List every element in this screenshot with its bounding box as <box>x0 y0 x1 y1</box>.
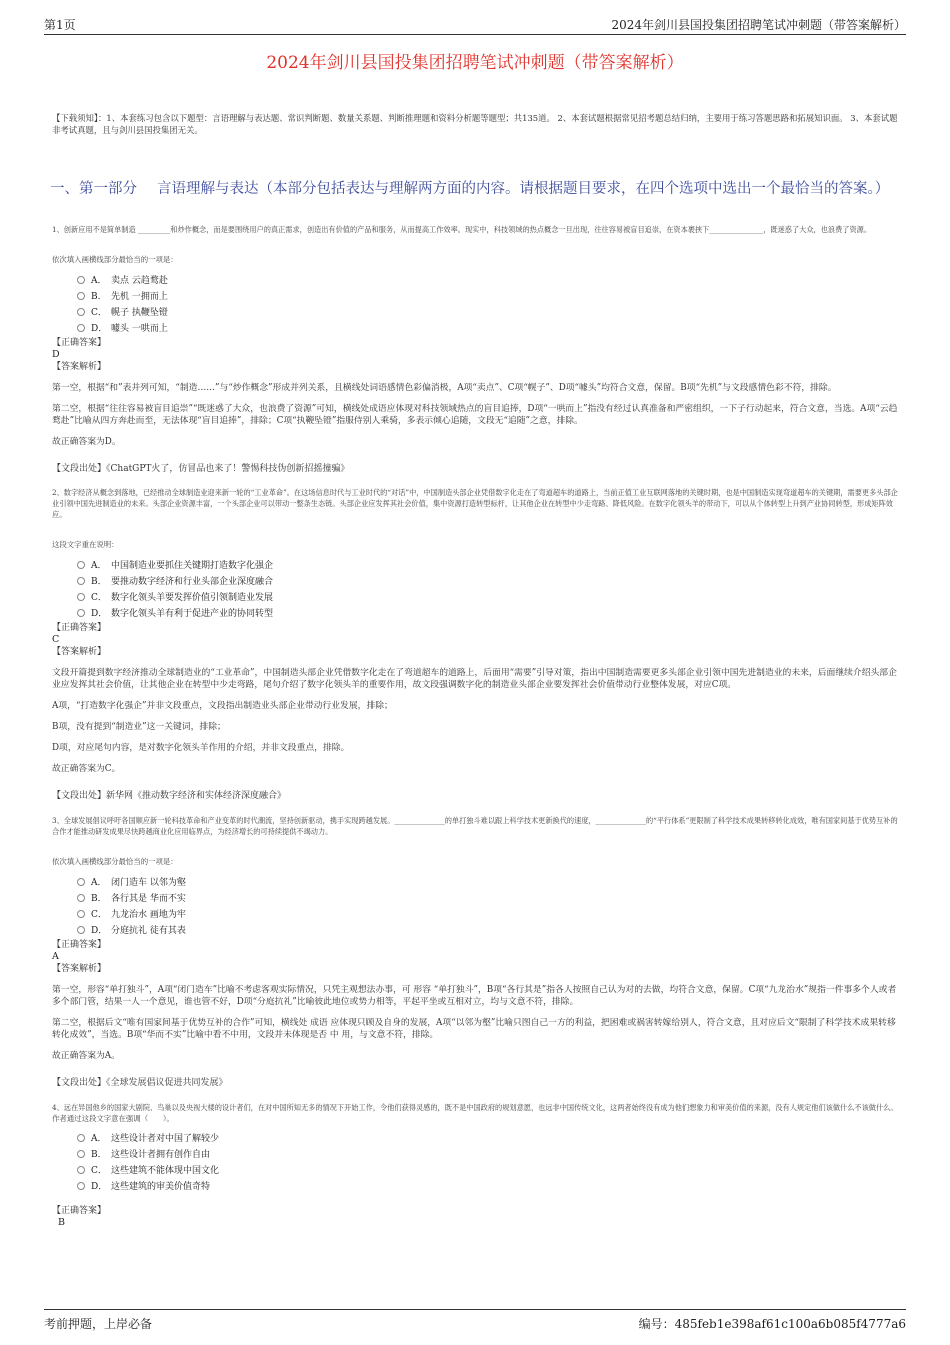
option-d[interactable]: D． 这些建筑的审美价值奇特 <box>77 1179 900 1195</box>
options-list <box>77 1131 900 1195</box>
question-text: 2、数字经济从概念到落地，已经推动全球制造业迎来新一轮的“工业革命”。在这场信息时代与工业时代的“对话”中，中国制造头部企业凭借数字化走在了弯道超车的道路上，当前正值工业互联网落地的关键时期，也是中国制造实现弯道超车的关键期，需要更多头部企业引领中国先进制造业的未来。头部企业资源丰富，一个头部企业可以带动一整条生态链。头部企业应发挥其社会价值，集中资源打造转型标杆，让其他企业在转型中少走弯路、降低风险。在数字化领头羊的带动下，可以从个体转型上升到产业协同转型，形成矩阵效应。 <box>52 488 898 519</box>
question-text: 3、全球发展倡议呼吁各国顺应新一轮科技革命和产业变革的时代潮流，坚持创新驱动，携手实现跨越发展。______________的单打独斗难以跟上科学技术更新换代的速度，______________的“平行体系”更限制了科学技术成果转移转化成效，唯有国家间基于优势互补的合作才能推动研发成果尽快跨越商业化应用临界点，为经济增长的可持续提供不竭动力。 <box>52 816 898 836</box>
question-text: 4、远在异国他乡的国家大剧院、鸟巢以及央视大楼的设计者们，在对中国所知无多的情况下开始工作，令他们获得灵感的，既不是中国政府的规划意愿，也远非中国传统文化，这两者始终没有成为他们想象力和审美价值的来源，没有人规定他们该做什么不该做什么。 <box>52 1103 898 1112</box>
radio-button-icon[interactable] <box>77 1150 85 1158</box>
analysis-paragraph: 第一空，根据“和”表并列可知，“制造……”与“炒作概念”形成并列关系，且横线处词语感情色彩偏消极，A项“卖点”、C项“幌子”、D项“噱头”均符合文意，保留。B项“先机”与文段感情色彩不符，排除。 <box>52 383 837 393</box>
option-a[interactable]: A． 卖点 云趋鹜赴 <box>77 273 900 289</box>
page-header <box>44 14 906 35</box>
source-line: 【文段出处】新华网《推动数字经济和实体经济深度融合》 <box>52 791 287 801</box>
question-prompt: 依次填入画横线部分最恰当的一项是： <box>52 857 178 866</box>
analysis-paragraph: 故正确答案为C。 <box>52 764 121 774</box>
analysis-paragraph: B项，没有提到“制造业”这一关键词，排除； <box>52 722 226 732</box>
options-list <box>77 558 900 622</box>
section-heading <box>50 180 900 198</box>
analysis-paragraph: 故正确答案为A。 <box>52 1051 120 1061</box>
options-list <box>77 875 900 939</box>
header-doc-title: 2024年剑川县国投集团招聘笔试冲刺题（带答案解析） <box>611 18 906 32</box>
radio-button-icon[interactable] <box>77 308 85 316</box>
correct-answer-value: B <box>58 1217 65 1228</box>
radio-button-icon[interactable] <box>77 894 85 902</box>
question-3 <box>52 815 900 1088</box>
option-d[interactable]: D． 数字化领头羊有利于促进产业的协同转型 <box>77 606 900 622</box>
analysis-paragraph: 第二空，根据“往往容易被盲目追崇”“既迷惑了大众，也浪费了资源”可知，横线处成语应体现对科技领域热点的盲目追捧，D项“一哄而上”指没有经过认真准备和严密组织，一下子行动起来，符合文意，当选。A项“云趋鹜赴”比喻从四方奔赴而至，无法体现“盲目追捧”，排除；C项“执鞭坠镫”指服侍别人乘骑，多表示倾心追随，文段无“追随”之意，排除。 <box>52 404 898 426</box>
analysis-paragraph: 第一空，形容“单打独斗”，A项“闭门造车”比喻不考虑客观实际情况，只凭主观想法办事，可 形容 “单打独斗”，B项“各行其是”指各人按照自己认为对的去做，均符合文意，保留。C项“九龙治水”规指一件事多个人或者多个部门管，结果一人一个意见，谁也管不好，D项“分庭抗礼”比喻彼此地位或势力相等，平起平坐或互相对立，均与文意不符，排除。 <box>52 985 897 1007</box>
option-b[interactable]: B． 先机 一拥而上 <box>77 289 900 305</box>
question-prompt: 作者通过这段文字意在强调（ ）。 <box>52 1114 174 1123</box>
source-line: 【文段出处】《ChatGPT火了，仿冒品也来了！警惕科技伪创新招摇撞骗》 <box>52 464 350 474</box>
option-b[interactable]: B． 要推动数字经济和行业头部企业深度融合 <box>77 574 900 590</box>
option-c[interactable]: C． 幌子 执鞭坠镫 <box>77 305 900 321</box>
footer-motto: 考前押题，上岸必备 <box>44 1317 153 1331</box>
radio-button-icon[interactable] <box>77 1166 85 1174</box>
option-c[interactable]: C． 九龙治水 画地为牢 <box>77 907 900 923</box>
analysis-paragraph: 故正确答案为D。 <box>52 437 121 447</box>
radio-button-icon[interactable] <box>77 609 85 617</box>
section-text: 言语理解与表达（本部分包括表达与理解两方面的内容。请根据题目要求，在四个选项中选出一个最恰当的答案。） <box>157 181 890 197</box>
options-list <box>77 273 900 337</box>
analysis-paragraph: A项，“打造数字化强企”并非文段重点，文段指出制造业头部企业带动行业发展，排除； <box>52 701 393 711</box>
analysis-paragraph: 第二空，根据后文“唯有国家间基于优势互补的合作”可知，横线处 成语 应体现只顾及自身的发展，A项“以邻为壑”比喻只图自己一方的利益，把困难或祸害转嫁给别人，符合文意，且对应后文“限制了科学技术成果转移转化成效”，当选。B项“华而不实”比喻中看不中用，文段并未体现是否 中 用，与文意不符，排除。 <box>52 1018 896 1040</box>
option-d[interactable]: D． 噱头 一哄而上 <box>77 321 900 337</box>
option-b[interactable]: B． 各行其是 华而不实 <box>77 891 900 907</box>
radio-button-icon[interactable] <box>77 577 85 585</box>
radio-button-icon[interactable] <box>77 926 85 934</box>
question-4 <box>52 1102 900 1229</box>
option-a[interactable]: A． 闭门造车 以邻为壑 <box>77 875 900 891</box>
option-c[interactable]: C． 数字化领头羊要发挥价值引领制造业发展 <box>77 590 900 606</box>
correct-answer-label: 【正确答案】 <box>52 338 107 348</box>
correct-answer-label: 【正确答案】 <box>52 940 107 950</box>
correct-answer-value: C <box>52 634 60 645</box>
radio-button-icon[interactable] <box>77 910 85 918</box>
question-list <box>52 224 900 1229</box>
question-1 <box>52 224 900 474</box>
source-line: 【文段出处】《全球发展倡议促进共同发展》 <box>52 1078 228 1088</box>
option-b[interactable]: B． 这些设计者拥有创作自由 <box>77 1147 900 1163</box>
option-a[interactable]: A． 这些设计者对中国了解较少 <box>77 1131 900 1147</box>
analysis-label: 【答案解析】 <box>52 362 107 372</box>
page-number: 第1页 <box>44 18 76 32</box>
download-notice: 【下载须知】：1、本套练习包含以下题型：言语理解与表达题、常识判断题、数量关系题、判断推理题和资料分析题等题型；共135道。 2、本套试题根据常见招考题总结归纳，主要用于练习答题思路和拓展知识面。 3、本套试题非考试真题，且与剑川县国投集团无关。 <box>52 113 898 135</box>
correct-answer-value: A <box>52 951 59 962</box>
option-a[interactable]: A． 中国制造业要抓住关键期打造数字化强企 <box>77 558 900 574</box>
analysis-paragraph: D项，对应尾句内容，是对数字化领头羊作用的介绍，并非文段重点，排除。 <box>52 743 350 753</box>
serial-number: 485feb1e398af61c100a6b085f4777a6 <box>674 1317 906 1331</box>
question-text: 1、创新应用不是简单制造 _________和炒作概念，而是要围绕用户的真正需求，创造出有价值的产品和服务，从而提高工作效率。现实中，科技领域的热点概念一旦出现，往往容易被盲目追崇，在资本裹挟下_______________，既迷惑了大众，也浪费了资源。 <box>52 225 872 234</box>
radio-button-icon[interactable] <box>77 1182 85 1190</box>
correct-answer-label: 【正确答案】 <box>52 623 107 633</box>
radio-button-icon[interactable] <box>77 276 85 284</box>
analysis-label: 【答案解析】 <box>52 964 107 974</box>
option-d[interactable]: D． 分庭抗礼 徒有其表 <box>77 923 900 939</box>
analysis-paragraph: 文段开篇提到数字经济推动全球制造业的“工业革命”，中国制造头部企业凭借数字化走在了弯道超车的道路上，后面用“需要”引导对策，指出中国制造需要更多头部企业引领中国先进制造业的未来，后面继续介绍头部企业应发挥其社会价值，让其他企业在转型中少走弯路，尾句介绍了数字化领头羊的重要作用，故文段强调数字化的制造业头部企业要发挥社会价值带动行业整体发展，对应C项。 <box>52 668 897 690</box>
footer-serial: 编号：485feb1e398af61c100a6b085f4777a6 <box>638 1317 906 1331</box>
page-footer <box>44 1309 906 1332</box>
radio-button-icon[interactable] <box>77 1134 85 1142</box>
question-2 <box>52 487 900 801</box>
correct-answer-value: D <box>52 349 60 360</box>
question-prompt: 依次填入画横线部分最恰当的一项是： <box>52 255 178 264</box>
correct-answer-label: 【正确答案】 <box>52 1206 107 1216</box>
radio-button-icon[interactable] <box>77 878 85 886</box>
option-c[interactable]: C． 这些建筑不能体现中国文化 <box>77 1163 900 1179</box>
document-title: 2024年剑川县国投集团招聘笔试冲刺题（带答案解析） <box>266 53 684 73</box>
radio-button-icon[interactable] <box>77 561 85 569</box>
radio-button-icon[interactable] <box>77 292 85 300</box>
radio-button-icon[interactable] <box>77 324 85 332</box>
analysis-label: 【答案解析】 <box>52 647 107 657</box>
radio-button-icon[interactable] <box>77 593 85 601</box>
section-number: 一、第一部分 <box>50 181 137 197</box>
question-prompt: 这段文字重在说明： <box>52 540 119 549</box>
